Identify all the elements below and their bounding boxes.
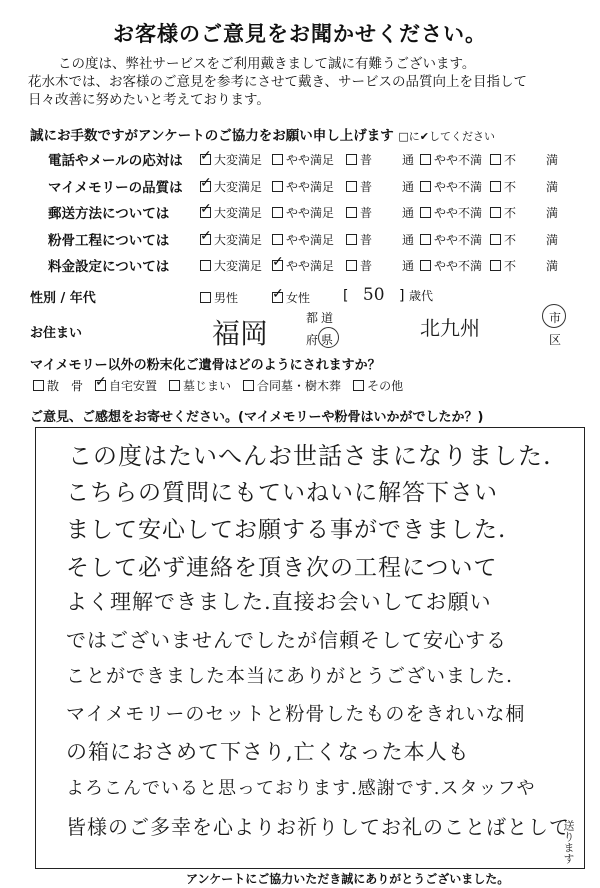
intro-line: 花水木では、お客様のご意見を参考にさせて戴き、サービスの品質向上を目指して — [28, 74, 527, 90]
prefecture-value: 福岡 — [212, 317, 269, 350]
check-mark-icon: ✓ — [95, 374, 107, 390]
intro-line: この度は、弊社サービスをご利用戴きまして誠に有難うございます。 — [58, 56, 476, 72]
rating-label: 普 — [360, 179, 373, 194]
remains-checkbox[interactable] — [353, 380, 364, 391]
footer-text: アンケートにご協力いただき誠にありがとうございました。 — [186, 872, 510, 886]
rating-option[interactable] — [200, 227, 263, 248]
female-option[interactable] — [272, 286, 311, 306]
rating-label: 普 — [360, 259, 373, 273]
rating-label: やや満足 — [286, 232, 335, 247]
male-option[interactable] — [200, 289, 238, 306]
rating-label: やや満足 — [286, 179, 335, 194]
rating-label: 普 — [360, 232, 373, 247]
age-bracket-close: ] — [399, 288, 405, 304]
rating-checkbox[interactable] — [420, 154, 431, 165]
page-title: お客様のご意見をお聞かせください。 — [113, 22, 487, 46]
remains-label: その他 — [367, 379, 404, 393]
rating-label: やや満足 — [286, 206, 335, 220]
question-label: 郵送方法については — [48, 206, 170, 222]
comment-line: よく理解できました.直接お会いしてお願い — [66, 590, 492, 614]
remains-question: マイメモリー以外の粉末化ご遺骨はどのようにされますか？ — [30, 358, 381, 373]
question-label: マイメモリーの品質は — [48, 179, 183, 196]
rating-checkbox[interactable] — [272, 207, 283, 218]
rating-label-tail: 通 — [402, 232, 415, 247]
rating-option[interactable] — [490, 257, 558, 274]
remains-label: 合同墓・樹木葬 — [257, 379, 342, 393]
comment-line: ことができました本当にありがとうございました. — [66, 665, 514, 687]
rating-checkbox[interactable] — [200, 148, 212, 165]
rating-label-tail: 満 — [546, 153, 559, 167]
rating-option[interactable] — [346, 178, 414, 195]
rating-checkbox[interactable] — [420, 260, 431, 271]
rating-label: やや満足 — [286, 153, 335, 167]
rating-checkbox[interactable] — [420, 181, 431, 192]
remains-label: 自宅安置 — [109, 379, 158, 393]
rating-checkbox[interactable] — [346, 260, 357, 271]
survey-request — [30, 124, 495, 144]
remains-option[interactable] — [169, 377, 231, 394]
rating-label: 普 — [360, 153, 373, 167]
remains-checkbox[interactable] — [33, 380, 44, 391]
rating-option[interactable] — [272, 231, 334, 248]
question-label: 料金設定については — [48, 259, 170, 275]
rating-label-tail: 満 — [546, 259, 559, 273]
comment-line: 皆様のご多幸を心よりお祈りしてお礼のことばとして — [66, 815, 570, 839]
rating-label: 不 — [504, 153, 517, 167]
rating-option[interactable] — [490, 204, 558, 221]
comment-line: マイメモリーのセットと粉骨したものをきれいな桐 — [66, 702, 526, 725]
rating-label: 大変満足 — [214, 206, 263, 220]
rating-option[interactable] — [346, 231, 414, 248]
rating-checkbox[interactable] — [272, 254, 284, 271]
rating-checkbox[interactable] — [200, 201, 212, 218]
gender-age-label: 性別 / 年代 — [30, 291, 96, 306]
remains-options — [33, 374, 404, 394]
check-mark-icon: ✓ — [272, 286, 284, 302]
rating-option[interactable] — [346, 204, 414, 221]
question-label: 粉骨工程については — [48, 232, 170, 249]
rating-label: やや不満 — [434, 153, 483, 167]
comment-line: この度はたいへんお世話さまになりました. — [68, 442, 552, 470]
female-checkbox[interactable] — [272, 286, 284, 303]
rating-label: やや不満 — [434, 259, 483, 273]
rating-option[interactable] — [200, 148, 263, 168]
question-label: 電話やメールの応対は — [48, 153, 183, 169]
check-mark-icon: ✓ — [200, 227, 212, 244]
rating-label: やや満足 — [286, 259, 335, 273]
rating-label: やや不満 — [434, 179, 483, 194]
rating-label: 普 — [360, 206, 373, 220]
rating-option[interactable] — [346, 257, 414, 274]
shi-label: 市 — [549, 311, 562, 325]
rating-option[interactable] — [420, 231, 482, 248]
rating-checkbox[interactable] — [200, 174, 212, 192]
check-mark-icon: ✓ — [200, 148, 212, 164]
rating-label-tail: 通 — [402, 259, 415, 273]
rating-checkbox[interactable] — [346, 207, 357, 218]
rating-label: 不 — [504, 206, 517, 220]
rating-label: 大変満足 — [214, 259, 263, 273]
check-mark-icon: ✓ — [200, 174, 212, 191]
rating-label-tail: 満 — [546, 179, 559, 194]
rating-option[interactable] — [420, 151, 482, 168]
rating-label: 不 — [504, 232, 517, 247]
comment-line: そして必ず連絡を頂き次の工程について — [66, 554, 498, 581]
shi-circle — [542, 304, 566, 328]
rating-option[interactable] — [490, 231, 558, 248]
rating-option[interactable] — [200, 257, 262, 274]
rating-checkbox[interactable] — [346, 181, 357, 192]
comment-tail: 送ります — [562, 820, 575, 864]
rating-label: やや不満 — [434, 206, 483, 220]
rating-option[interactable] — [420, 257, 482, 274]
ku-label: 区 — [549, 333, 562, 347]
rating-label-tail: 通 — [402, 179, 415, 194]
rating-option[interactable] — [490, 178, 558, 195]
rating-checkbox[interactable] — [272, 154, 283, 165]
check-mark-icon: ✓ — [200, 201, 212, 217]
request-text: 誠にお手数ですがアンケートのご協力をお願い申し上げます — [30, 128, 394, 144]
address-label: お住まい — [30, 326, 83, 341]
rating-checkbox[interactable] — [490, 234, 501, 245]
remains-option[interactable] — [33, 377, 83, 394]
intro-text — [28, 55, 588, 109]
female-label: 女性 — [286, 291, 311, 305]
rating-checkbox[interactable] — [346, 234, 357, 245]
check-mark-icon: ✓ — [272, 254, 284, 270]
rating-option[interactable] — [420, 204, 482, 221]
rating-checkbox[interactable] — [272, 181, 283, 192]
rating-label-tail: 満 — [546, 232, 559, 247]
rating-checkbox[interactable] — [420, 207, 431, 218]
rating-label: 大変満足 — [214, 179, 263, 194]
age-bracket-open: [ — [343, 288, 349, 304]
remains-label: 墓じまい — [183, 379, 232, 393]
remains-option[interactable] — [243, 377, 341, 394]
to-label: 都 — [306, 311, 319, 325]
rating-option[interactable] — [272, 178, 334, 195]
remains-checkbox[interactable] — [169, 380, 180, 391]
male-checkbox[interactable] — [200, 292, 211, 303]
rating-checkbox[interactable] — [490, 260, 501, 271]
rating-checkbox[interactable] — [272, 234, 283, 245]
rating-option[interactable] — [200, 174, 263, 195]
age-field[interactable] — [343, 285, 433, 305]
male-label: 男性 — [214, 291, 239, 305]
remains-label: 散 骨 — [47, 379, 84, 393]
age-value: 50 — [362, 285, 385, 305]
rating-checkbox[interactable] — [490, 207, 501, 218]
comment-prompt: ご意見、ご感想をお寄せください。(マイメモリーや粉骨はいかがでしたか？) — [30, 410, 484, 425]
rating-label: やや不満 — [434, 232, 483, 247]
rating-checkbox[interactable] — [490, 154, 501, 165]
rating-option[interactable] — [272, 151, 334, 168]
rating-label: 大変満足 — [214, 232, 263, 247]
rating-option[interactable] — [346, 151, 414, 168]
comment-line: ではございませんでしたが信頼そして安心する — [66, 627, 507, 652]
rating-checkbox[interactable] — [420, 234, 431, 245]
comment-line: よろこんでいると思っております.感謝です.スタッフや — [66, 777, 536, 799]
ken-label: 県 — [321, 333, 334, 347]
remains-option[interactable] — [95, 374, 158, 394]
comment-line: の箱におさめて下さり,亡くなった本人も — [66, 740, 470, 764]
remains-checkbox[interactable] — [243, 380, 254, 391]
rating-label-tail: 通 — [402, 206, 415, 220]
rating-option[interactable] — [272, 254, 335, 274]
rating-label-tail: 満 — [546, 206, 559, 220]
comment-line: こちらの質問にもていねいに解答下さい — [66, 479, 498, 506]
do-label: 道 — [321, 311, 334, 325]
rating-option[interactable] — [490, 151, 558, 168]
rating-option[interactable] — [420, 178, 482, 195]
rating-label-tail: 通 — [402, 153, 415, 167]
request-hint: □に✔してください — [398, 130, 496, 143]
rating-label: 大変満足 — [214, 153, 263, 167]
rating-checkbox[interactable] — [200, 227, 212, 245]
intro-line: 日々改善に努めたいと考えております。 — [28, 92, 270, 108]
rating-option[interactable] — [200, 201, 263, 221]
rating-label: 不 — [504, 259, 517, 273]
comment-line: まして安心してお願する事ができました. — [66, 517, 507, 543]
rating-label: 不 — [504, 179, 517, 194]
fu-label: 府 — [306, 333, 319, 347]
rating-checkbox[interactable] — [200, 260, 211, 271]
ken-circle — [318, 327, 339, 348]
rating-checkbox[interactable] — [346, 154, 357, 165]
city-value: 北九州 — [420, 316, 480, 340]
rating-option[interactable] — [272, 204, 334, 221]
remains-checkbox[interactable] — [95, 374, 107, 391]
age-unit: 歳代 — [408, 289, 433, 303]
remains-option[interactable] — [353, 377, 403, 394]
rating-checkbox[interactable] — [490, 181, 501, 192]
